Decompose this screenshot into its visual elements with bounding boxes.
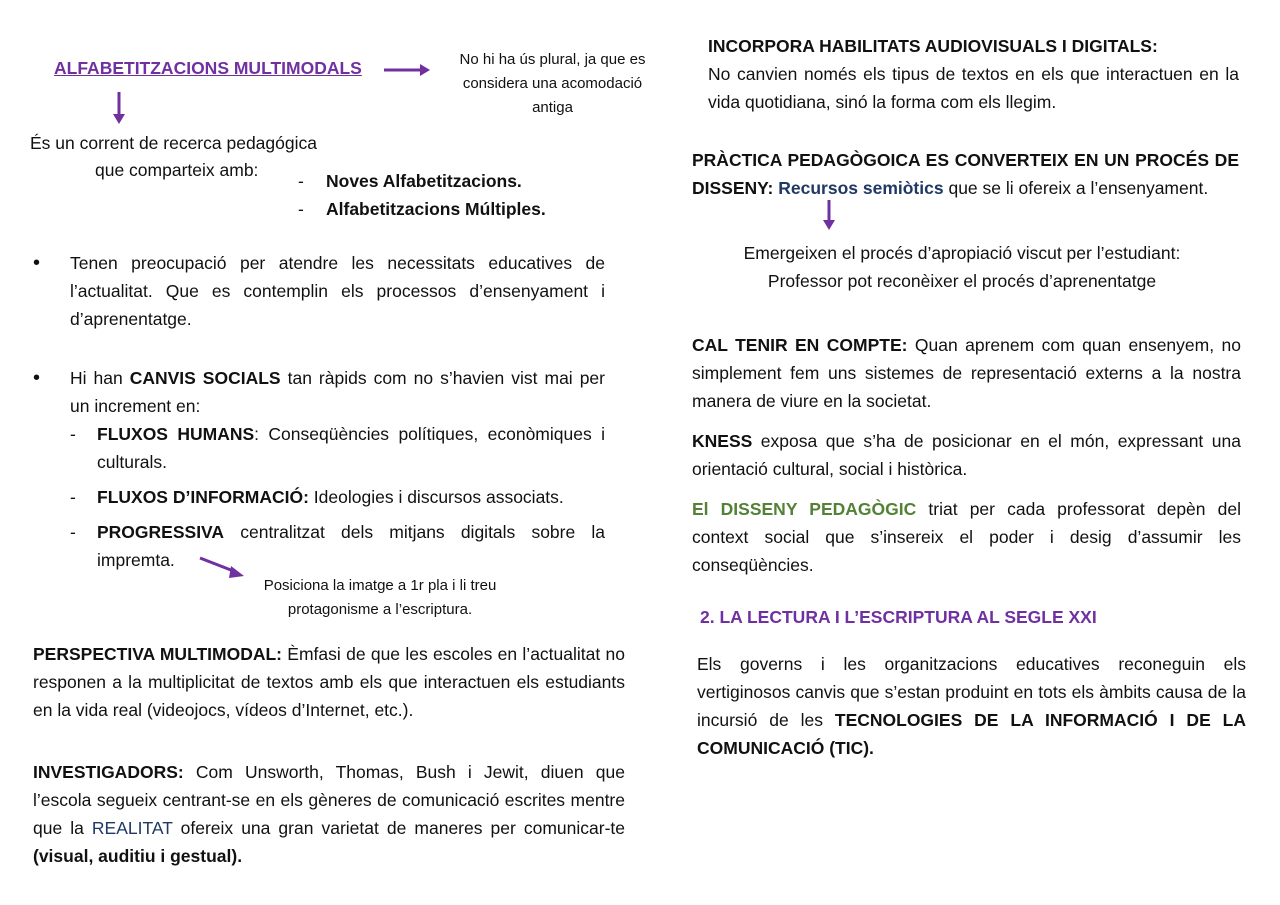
note-imatge: Posiciona la imatge a 1r pla i li treu protagonisme a l’escriptura. bbox=[263, 577, 497, 618]
bullet-canvis-socials: • Hi han CANVIS SOCIALS tan ràpids com no s’havien vist mai per un increment en: - FLUXOS HUMANS: Conseqüències polítiques, econòmiques i culturals. - FLUXOS D’INFORMACIÓ: Ideologies i discursos associats. - PROGRESSIVA centralitzat dels mitjans digitals sobre la impremta. bbox=[33, 364, 605, 574]
incorpora-section: INCORPORA HABILITATS AUDIOVISUALS I DIGITALS: No canvien només els tipus de textos en els que interactuen en la vida quotidiana, sinó la forma com els llegim. bbox=[708, 36, 1239, 112]
cal-tenir-en-compte: CAL TENIR EN COMPTE: Quan aprenem com quan ensenyem, no simplement fem uns sistemes de representació externs a la nostra manera de viure en la societat. bbox=[692, 335, 1241, 411]
disseny-pedagogic: El DISSENY PEDAGÒGIC triat per cada professorat depèn del context social que s’insereix el poder i desig d’assumir les conseqüències. bbox=[692, 499, 1241, 575]
perspectiva-multimodal: PERSPECTIVA MULTIMODAL: Èmfasi de que les escoles en l’actualitat no responen a la multiplicitat de textos amb els que interactuen els estudiants en la vida real (videojocs, vídeos d’Internet, etc.). bbox=[33, 644, 625, 720]
kness: KNESS exposa que s’ha de posicionar en el món, expressant una orientació cultural, social i històrica. bbox=[692, 431, 1241, 479]
flux-informacio: - FLUXOS D’INFORMACIÓ: Ideologies i discursos associats. bbox=[70, 487, 564, 507]
note-plural: No hi ha ús plural, ja que es considera una acomodació antiga bbox=[459, 51, 646, 116]
flux-progressiva: - PROGRESSIVA centralitzat dels mitjans digitals sobre la impremta. bbox=[70, 522, 605, 570]
governs: Els governs i les organitzacions educatives reconeguin els vertiginosos canvis que s’estan produint en tots els àmbits causa de la incursió de les TECNOLOGIES DE LA INFORMACIÓ I DE LA COMUNICACIÓ (TIC). bbox=[697, 654, 1246, 758]
arrow-right-icon bbox=[384, 63, 432, 77]
bullet-preocupacio: • Tenen preocupació per atendre les necessitats educatives de l’actualitat. Que es contemplin els processos d’ensenyament i d’aprenentatge. bbox=[33, 252, 605, 329]
arrow-down-icon bbox=[112, 92, 126, 126]
emergeixen: Emergeixen el procés d’apropiació viscut per l’estudiant: Professor pot reconèixer el procés d’aprenentatge bbox=[743, 243, 1181, 291]
flux-humans: - FLUXOS HUMANS: Conseqüències polítiques, econòmiques i culturals. bbox=[70, 424, 605, 472]
investigadors: INVESTIGADORS: Com Unsworth, Thomas, Bush i Jewit, diuen que l’escola segueix centrant-se en els gèneres de comunicació escrites mentre que la REALITAT ofereix una gran varietat de maneres per comunicar-te (visual, auditiu i gestual). bbox=[33, 762, 625, 866]
research-line-2: que comparteix amb: bbox=[95, 160, 259, 180]
shares-list: - Noves Alfabetitzacions. - Alfabetitzacions Múltiples. bbox=[298, 171, 546, 219]
share-item: Noves Alfabetitzacions. bbox=[326, 171, 522, 191]
arrow-down-icon bbox=[822, 200, 836, 234]
main-title: ALFABETITZACIONS MULTIMODALS bbox=[54, 58, 362, 78]
section-title: 2. LA LECTURA I L’ESCRIPTURA AL SEGLE XXI bbox=[700, 607, 1097, 627]
share-item: Alfabetitzacions Múltiples. bbox=[326, 199, 546, 219]
research-line-1: És un corrent de recerca pedagógica bbox=[30, 133, 317, 153]
practica-section: PRÀCTICA PEDAGÒGOICA ES CONVERTEIX EN UN PROCÉS DE DISSENY: Recursos semiòtics que se li ofereix a l’ensenyament. bbox=[692, 150, 1239, 198]
